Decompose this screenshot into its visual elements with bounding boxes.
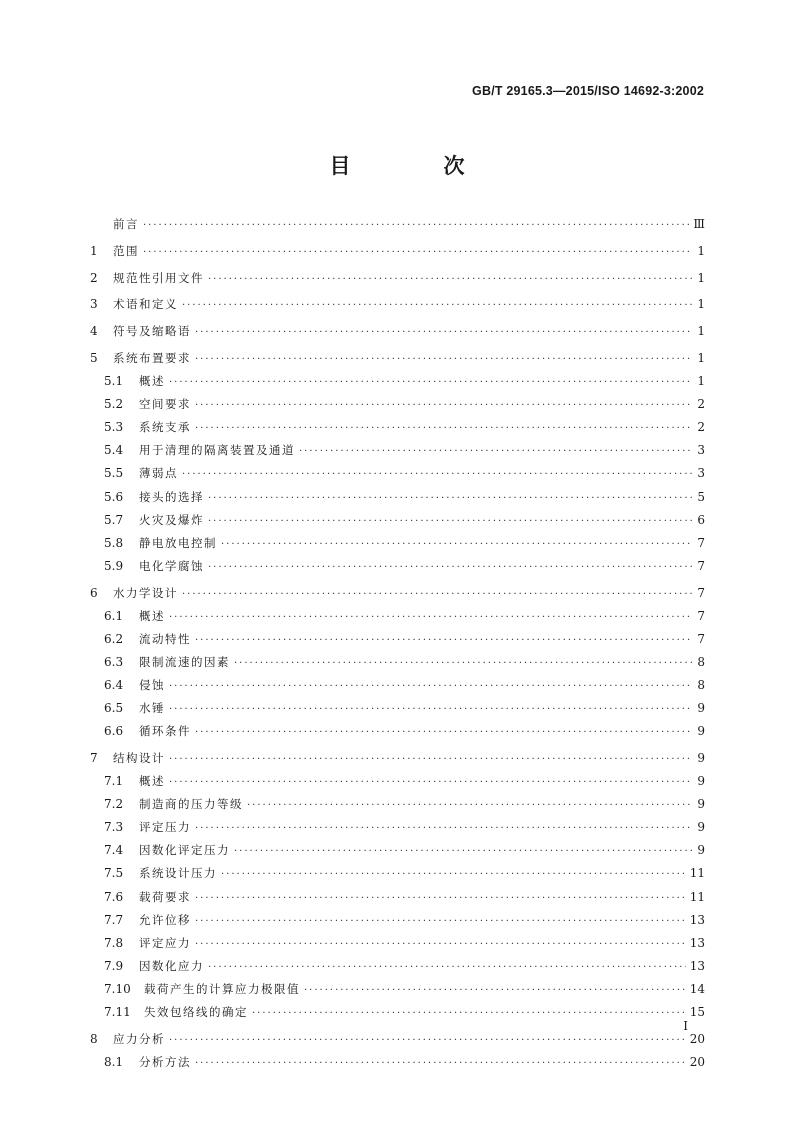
toc-entry-page: 20 <box>689 1054 705 1069</box>
toc-entry-title: 限制流速的因素 <box>139 654 230 669</box>
toc-entry-number: 7.6 <box>104 889 124 904</box>
toc-entry-title: 术语和定义 <box>113 297 178 312</box>
page-number: I <box>683 1019 688 1033</box>
toc-entry-number: 6.2 <box>104 631 124 646</box>
toc-entry[interactable] <box>90 419 705 437</box>
toc-entry-page: 8 <box>697 654 705 669</box>
toc-entry-page: 1 <box>697 297 705 312</box>
toc-dot-leader <box>195 1056 686 1072</box>
toc-entry[interactable] <box>90 1004 705 1022</box>
toc-entry[interactable] <box>90 842 705 860</box>
toc-entry-title: 静电放电控制 <box>139 535 217 550</box>
toc-entry-number: 7.11 <box>104 1005 131 1020</box>
toc-entry[interactable] <box>90 323 705 341</box>
toc-entry-title: 前言 <box>113 217 139 231</box>
toc-entry-title: 系统设计压力 <box>139 866 217 881</box>
toc-entry-page: Ⅲ <box>693 217 705 231</box>
toc-entry-number: 6.4 <box>104 678 124 692</box>
toc-entry-page: 6 <box>697 512 705 527</box>
toc-entry-number: 6.6 <box>104 724 124 739</box>
toc-entry-page: 20 <box>689 1031 705 1046</box>
toc-entry-page: 9 <box>697 797 705 812</box>
toc-dot-leader <box>195 325 693 341</box>
toc-entry[interactable] <box>90 958 705 976</box>
toc-dot-leader <box>195 891 686 907</box>
toc-dot-leader <box>195 398 693 414</box>
toc-entry[interactable] <box>90 700 705 718</box>
toc-dot-leader <box>208 960 686 976</box>
toc-entry-title: 系统支承 <box>139 420 191 435</box>
toc-entry[interactable] <box>90 465 705 483</box>
toc-entry-title: 范围 <box>113 243 139 258</box>
toc-entry[interactable] <box>90 216 705 234</box>
toc-entry-number: 5.1 <box>104 374 124 389</box>
toc-entry-page: 7 <box>697 558 705 573</box>
toc-dot-leader <box>169 702 693 718</box>
toc-entry-number: 5.4 <box>104 443 124 458</box>
toc-dot-leader <box>195 633 693 649</box>
toc-dot-leader <box>208 272 693 288</box>
toc-entry-page: 8 <box>697 678 705 692</box>
toc-entry-title: 结构设计 <box>113 750 165 765</box>
toc-entry-title: 侵蚀 <box>139 678 165 692</box>
toc-entry[interactable] <box>90 889 705 907</box>
toc-entry[interactable] <box>90 796 705 814</box>
toc-entry-title: 分析方法 <box>139 1054 191 1069</box>
toc-entry-number: 5.2 <box>104 397 124 412</box>
toc-entry-number: 7.8 <box>104 935 124 950</box>
toc-entry-number: 7.7 <box>104 912 124 927</box>
toc-dot-leader <box>182 587 693 603</box>
toc-entry-number: 7 <box>90 750 98 765</box>
toc-entry-number: 8 <box>90 1031 98 1046</box>
toc-entry[interactable] <box>90 396 705 414</box>
toc-entry-title: 水锤 <box>139 701 165 716</box>
toc-entry-title: 应力分析 <box>113 1031 165 1046</box>
toc-entry-title: 制造商的压力等级 <box>139 797 243 812</box>
toc-entry-number: 7.10 <box>104 981 131 996</box>
toc-dot-leader <box>182 298 693 314</box>
toc-entry-page: 15 <box>689 1005 705 1020</box>
toc-entry[interactable] <box>90 243 705 261</box>
toc-entry-page: 9 <box>697 774 705 789</box>
toc-entry-number: 5 <box>90 350 98 365</box>
toc-entry-number: 5.6 <box>104 489 124 504</box>
toc-entry-number: 5.5 <box>104 466 124 481</box>
toc-entry-number: 5.3 <box>104 420 124 435</box>
table-of-contents <box>90 216 705 1072</box>
toc-entry-page: 9 <box>697 724 705 739</box>
toc-entry[interactable] <box>90 489 705 507</box>
toc-entry[interactable] <box>90 723 705 741</box>
toc-dot-leader <box>169 775 693 791</box>
toc-dot-leader <box>304 983 686 999</box>
toc-dot-leader <box>169 1033 686 1049</box>
toc-dot-leader <box>169 752 693 768</box>
toc-entry-title: 失效包络线的确定 <box>144 1005 248 1020</box>
toc-dot-leader <box>169 375 693 391</box>
toc-entry-title: 循环条件 <box>139 724 191 739</box>
toc-entry-page: 2 <box>697 397 705 412</box>
toc-dot-leader <box>208 514 693 530</box>
toc-entry-title: 用于清理的隔离装置及通道 <box>139 443 295 458</box>
toc-entry[interactable] <box>90 512 705 530</box>
toc-entry[interactable] <box>90 631 705 649</box>
toc-entry[interactable] <box>90 819 705 837</box>
toc-entry[interactable] <box>90 350 705 368</box>
toc-entry-number: 6 <box>90 585 98 600</box>
toc-entry[interactable] <box>90 442 705 460</box>
toc-entry-page: 1 <box>697 374 705 389</box>
toc-entry[interactable] <box>90 912 705 930</box>
toc-entry-title: 概述 <box>139 608 165 623</box>
toc-entry[interactable] <box>90 865 705 883</box>
toc-dot-leader <box>234 844 693 860</box>
toc-entry-number: 7.1 <box>104 774 124 789</box>
toc-entry-number: 4 <box>90 324 98 339</box>
toc-entry-number: 6.3 <box>104 654 124 669</box>
toc-entry-number: 8.1 <box>104 1054 124 1069</box>
toc-entry-page: 2 <box>697 420 705 435</box>
toc-entry[interactable] <box>90 1031 705 1049</box>
toc-entry-title: 流动特性 <box>139 631 191 646</box>
toc-entry[interactable] <box>90 558 705 576</box>
standard-code: GB/T 29165.3—2015/ISO 14692-3:2002 <box>472 84 704 98</box>
toc-entry-page: 3 <box>697 466 705 481</box>
toc-entry-page: 9 <box>697 701 705 716</box>
toc-entry-title: 概述 <box>139 774 165 789</box>
toc-entry-page: 7 <box>697 631 705 646</box>
toc-entry-page: 7 <box>697 585 705 600</box>
toc-entry-page: 5 <box>697 489 705 504</box>
toc-entry-title: 接头的选择 <box>139 489 204 504</box>
toc-dot-leader <box>195 725 693 741</box>
toc-entry-page: 1 <box>697 350 705 365</box>
toc-entry-title: 评定压力 <box>139 820 191 835</box>
toc-dot-leader <box>252 1006 686 1022</box>
toc-entry[interactable] <box>90 935 705 953</box>
toc-entry-number: 6.1 <box>104 608 124 623</box>
toc-entry-page: 13 <box>689 935 705 950</box>
toc-dot-leader <box>195 937 686 953</box>
toc-entry-number: 5.9 <box>104 558 124 573</box>
toc-entry-number: 7.3 <box>104 820 124 835</box>
toc-entry-number: 5.7 <box>104 512 124 527</box>
toc-entry-page: 11 <box>689 889 705 904</box>
toc-entry-page: 3 <box>697 443 705 458</box>
toc-entry-title: 评定应力 <box>139 935 191 950</box>
toc-dot-leader <box>208 491 693 507</box>
toc-entry-page: 13 <box>689 958 705 973</box>
toc-entry[interactable] <box>90 750 705 768</box>
toc-entry-title: 薄弱点 <box>139 466 178 481</box>
toc-entry-page: 7 <box>697 535 705 550</box>
toc-entry[interactable] <box>90 654 705 672</box>
toc-entry[interactable] <box>90 585 705 603</box>
toc-entry-page: 1 <box>697 324 705 339</box>
toc-entry[interactable] <box>90 373 705 391</box>
toc-dot-leader <box>169 610 693 626</box>
toc-entry-page: 9 <box>697 750 705 765</box>
toc-entry-title: 载荷产生的计算应力极限值 <box>144 981 300 996</box>
toc-entry[interactable] <box>90 981 705 999</box>
toc-entry-page: 1 <box>697 270 705 285</box>
toc-entry-number: 7.5 <box>104 866 124 881</box>
toc-entry-title: 系统布置要求 <box>113 350 191 365</box>
toc-entry-title: 规范性引用文件 <box>113 270 204 285</box>
toc-entry-title: 水力学设计 <box>113 585 178 600</box>
toc-entry-title: 载荷要求 <box>139 889 191 904</box>
toc-dot-leader <box>169 679 693 695</box>
toc-dot-leader <box>299 444 693 460</box>
toc-dot-leader <box>208 560 693 576</box>
toc-entry-title: 因数化评定压力 <box>139 843 230 858</box>
toc-entry[interactable] <box>90 1054 705 1072</box>
toc-entry[interactable] <box>90 773 705 791</box>
toc-entry-number: 5.8 <box>104 535 124 550</box>
toc-dot-leader <box>195 421 693 437</box>
toc-dot-leader <box>182 467 693 483</box>
toc-entry-page: 9 <box>697 843 705 858</box>
toc-dot-leader <box>143 218 689 234</box>
toc-entry-title: 符号及缩略语 <box>113 324 191 339</box>
toc-entry-page: 14 <box>689 981 705 996</box>
toc-entry[interactable] <box>90 608 705 626</box>
toc-entry[interactable] <box>90 270 705 288</box>
toc-entry-number: 7.2 <box>104 797 124 812</box>
page-title: 目 次 <box>329 154 501 178</box>
toc-entry-number: 7.9 <box>104 958 124 973</box>
toc-entry-page: 13 <box>689 912 705 927</box>
toc-entry-title: 火灾及爆炸 <box>139 512 204 527</box>
toc-entry-page: 1 <box>697 243 705 258</box>
toc-dot-leader <box>247 798 693 814</box>
toc-entry-title: 空间要求 <box>139 397 191 412</box>
toc-entry-title: 因数化应力 <box>139 958 204 973</box>
toc-entry-page: 9 <box>697 820 705 835</box>
toc-entry-number: 7.4 <box>104 843 124 858</box>
toc-entry-title: 允许位移 <box>139 912 191 927</box>
toc-entry[interactable] <box>90 677 705 695</box>
toc-dot-leader <box>195 914 686 930</box>
toc-entry-page: 11 <box>689 866 705 881</box>
toc-entry-number: 6.5 <box>104 701 124 716</box>
toc-dot-leader <box>195 352 693 368</box>
toc-dot-leader <box>221 537 693 553</box>
toc-entry-number: 2 <box>90 270 98 285</box>
toc-entry-number: 1 <box>90 243 98 258</box>
toc-dot-leader <box>234 656 693 672</box>
toc-entry-page: 7 <box>697 608 705 623</box>
toc-entry[interactable] <box>90 535 705 553</box>
toc-dot-leader <box>195 821 693 837</box>
toc-entry-title: 电化学腐蚀 <box>139 558 204 573</box>
toc-entry[interactable] <box>90 296 705 314</box>
toc-dot-leader <box>143 245 693 261</box>
toc-entry-number: 3 <box>90 297 98 312</box>
toc-entry-title: 概述 <box>139 374 165 389</box>
toc-dot-leader <box>221 867 686 883</box>
